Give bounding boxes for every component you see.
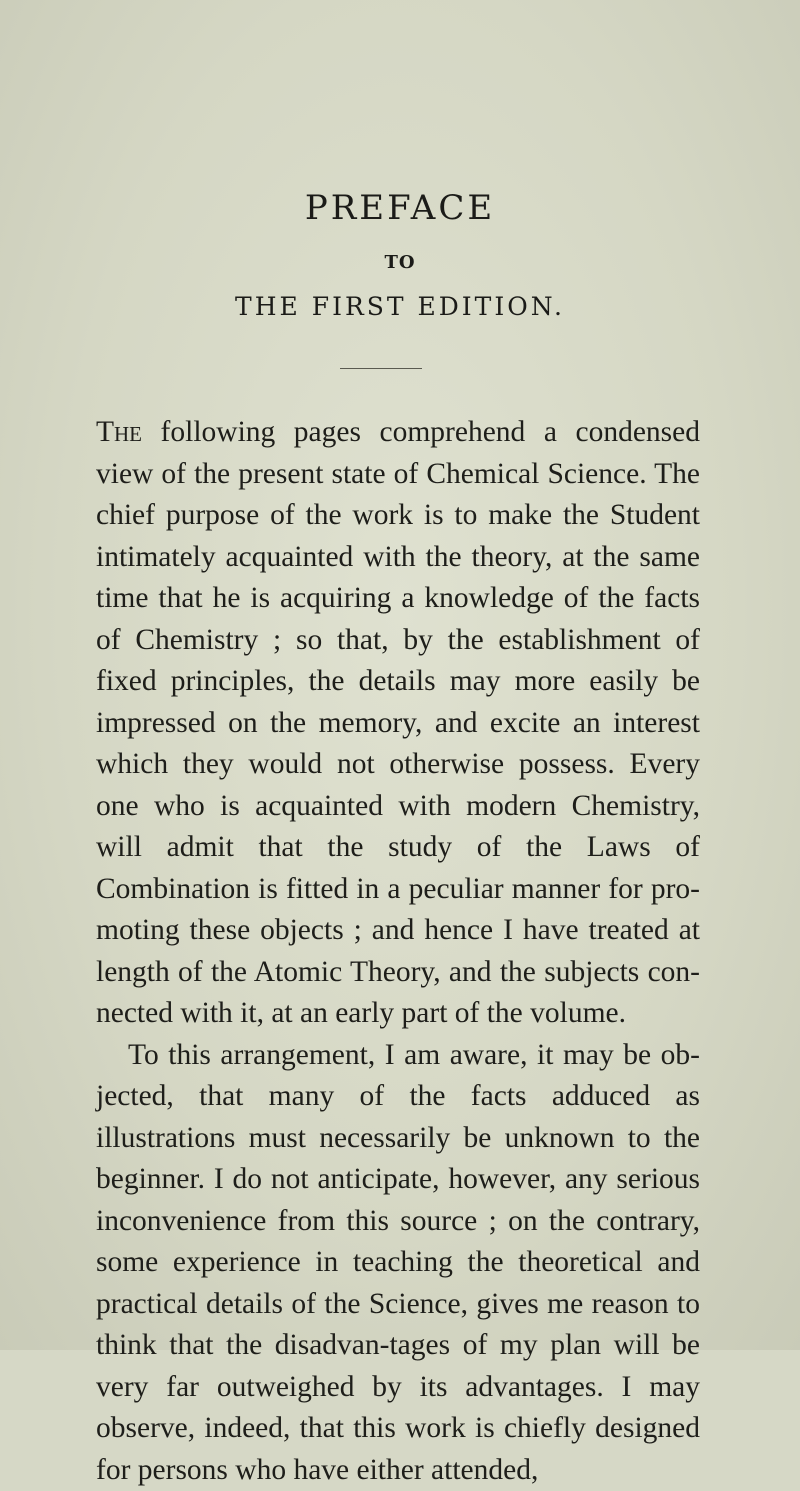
page-title: PREFACE xyxy=(0,188,800,228)
paragraph-1-lead: The xyxy=(96,416,142,448)
title-connector: TO xyxy=(0,252,800,273)
preface-body xyxy=(96,412,700,1491)
divider-rule xyxy=(340,368,422,369)
page-subtitle: THE FIRST EDITION. xyxy=(0,292,800,321)
paragraph-1-text: following pages comprehend a condensed view of the present state of Chemical Science. The chief purpose of the work is to make the Student intimately acquainted with the theory, at the same time that he is acquiring a knowledge of the facts of Chemistry ; so that, by the establishment of fixed principles, the details may more easily be impressed on the memory, and excite an interest which they would not otherwise possess. Every one who is acquainted with modern Chemistry, will admit that the study of the Laws of Combination is fitted in a peculiar manner for pro-moting these objects ; and hence I have treated at length of the Atomic Theory, and the subjects con-nected with it, at an early part of the volume. xyxy=(96,416,700,1029)
paragraph-1 xyxy=(96,412,700,1035)
paragraph-2: To this arrangement, I am aware, it may be ob-jected, that many of the facts adduced as illustrations must necessarily be unknown to the beginner. I do not anticipate, however, any serious inconvenience from this source ; on the contrary, some experience in teaching the theoretical and practical details of the Science, gives me reason to think that the disadvan-tages of my plan will be very far outweighed by its advantages. I may observe, indeed, that this work is chiefly designed for persons who have either attended, xyxy=(96,1035,700,1491)
